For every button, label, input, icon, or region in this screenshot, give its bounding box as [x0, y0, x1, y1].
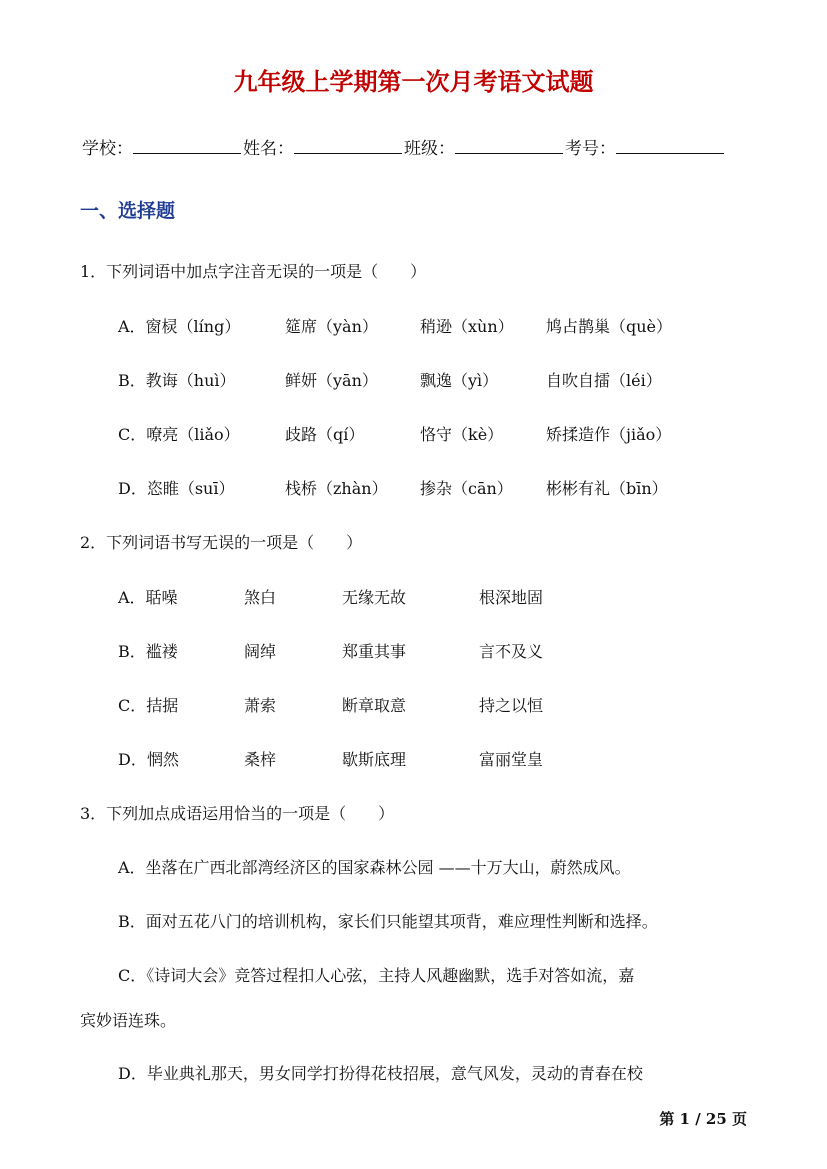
q1-option-b-4: 自吹自擂（léi）: [546, 371, 662, 390]
q3-option-a: A．坐落在广西北部湾经济区的国家森林公园 ——十万大山，蔚然成风。: [118, 858, 631, 877]
q1-option-a-3: 稍逊（xùn）: [420, 317, 514, 336]
name-label: 姓名：: [243, 139, 294, 159]
q1-option-d-2: 栈桥（zhàn）: [285, 479, 388, 498]
q1-option-a-2: 筵席（yàn）: [285, 317, 378, 336]
q1-option-a-1: A．窗棂（líng）: [118, 317, 241, 336]
q1-option-c-1: C．嘹亮（liǎo）: [118, 425, 240, 444]
q2-option-d-1: D．惘然: [118, 750, 179, 769]
q2-option-c-3: 断章取意: [342, 696, 407, 715]
q2-option-a-3: 无缘无故: [342, 588, 407, 607]
q1-option-c-3: 恪守（kè）: [420, 425, 504, 444]
q1-option-d-3: 掺杂（cān）: [420, 479, 513, 498]
q2-option-d-3: 歇斯底理: [342, 750, 407, 769]
school-label: 学校：: [82, 139, 133, 159]
q2-option-b-2: 阔绰: [244, 642, 277, 661]
question-2-stem: 2．下列词语书写无误的一项是（ ）: [80, 533, 363, 552]
q1-option-b-1: B．教诲（huì）: [118, 371, 236, 390]
question-1-stem: 1．下列词语中加点字注音无误的一项是（ ）: [80, 262, 427, 281]
question-3-stem: 3．下列加点成语运用恰当的一项是（ ）: [80, 804, 395, 823]
page-title: 九年级上学期第一次月考语文试题: [233, 67, 594, 96]
section-heading: 一、选择题: [80, 200, 176, 222]
q3-option-c-line-2: 宾妙语连珠。: [80, 1011, 177, 1030]
q1-option-d-4: 彬彬有礼（bīn）: [546, 479, 668, 498]
school-blank: [133, 139, 241, 154]
q1-option-a-4: 鸠占鹊巢（què）: [546, 317, 673, 336]
q2-option-d-2: 桑梓: [244, 750, 277, 769]
q2-option-c-1: C．拮据: [118, 696, 179, 715]
q2-option-c-4: 持之以恒: [479, 696, 544, 715]
exam-number-label: 考号：: [565, 139, 616, 159]
name-field: [243, 134, 404, 159]
q2-option-c-2: 萧索: [244, 696, 277, 715]
school-field: [82, 134, 243, 159]
exam-number-blank: [616, 139, 724, 154]
class-blank: [455, 139, 563, 154]
exam-number-field: [565, 134, 726, 159]
q1-option-b-3: 飘逸（yì）: [420, 371, 499, 390]
q2-option-a-4: 根深地固: [479, 588, 544, 607]
class-field: [404, 134, 565, 159]
q1-option-c-4: 矫揉造作（jiǎo）: [546, 425, 672, 444]
q2-option-d-4: 富丽堂皇: [479, 750, 544, 769]
name-blank: [294, 139, 402, 154]
class-label: 班级：: [404, 139, 455, 159]
q2-option-b-3: 郑重其事: [342, 642, 407, 661]
q1-option-d-1: D．恣睢（suī）: [118, 479, 235, 498]
q3-option-d: D．毕业典礼那天，男女同学打扮得花枝招展，意气风发，灵动的青春在校: [118, 1064, 643, 1083]
page-number: 第 1 / 25 页: [659, 1110, 747, 1128]
q1-option-b-2: 鲜妍（yān）: [285, 371, 378, 390]
q1-option-c-2: 歧路（qí）: [285, 425, 365, 444]
q2-option-a-2: 煞白: [244, 588, 277, 607]
q2-option-b-1: B．褴褛: [118, 642, 178, 661]
student-info-line: [82, 134, 726, 159]
q2-option-b-4: 言不及义: [479, 642, 544, 661]
q3-option-b: B．面对五花八门的培训机构，家长们只能望其项背，难应理性判断和选择。: [118, 912, 658, 931]
q2-option-a-1: A．聒噪: [118, 588, 178, 607]
q3-option-c-line-1: C．《诗词大会》竞答过程扣人心弦，主持人风趣幽默，选手对答如流，嘉: [118, 966, 635, 985]
